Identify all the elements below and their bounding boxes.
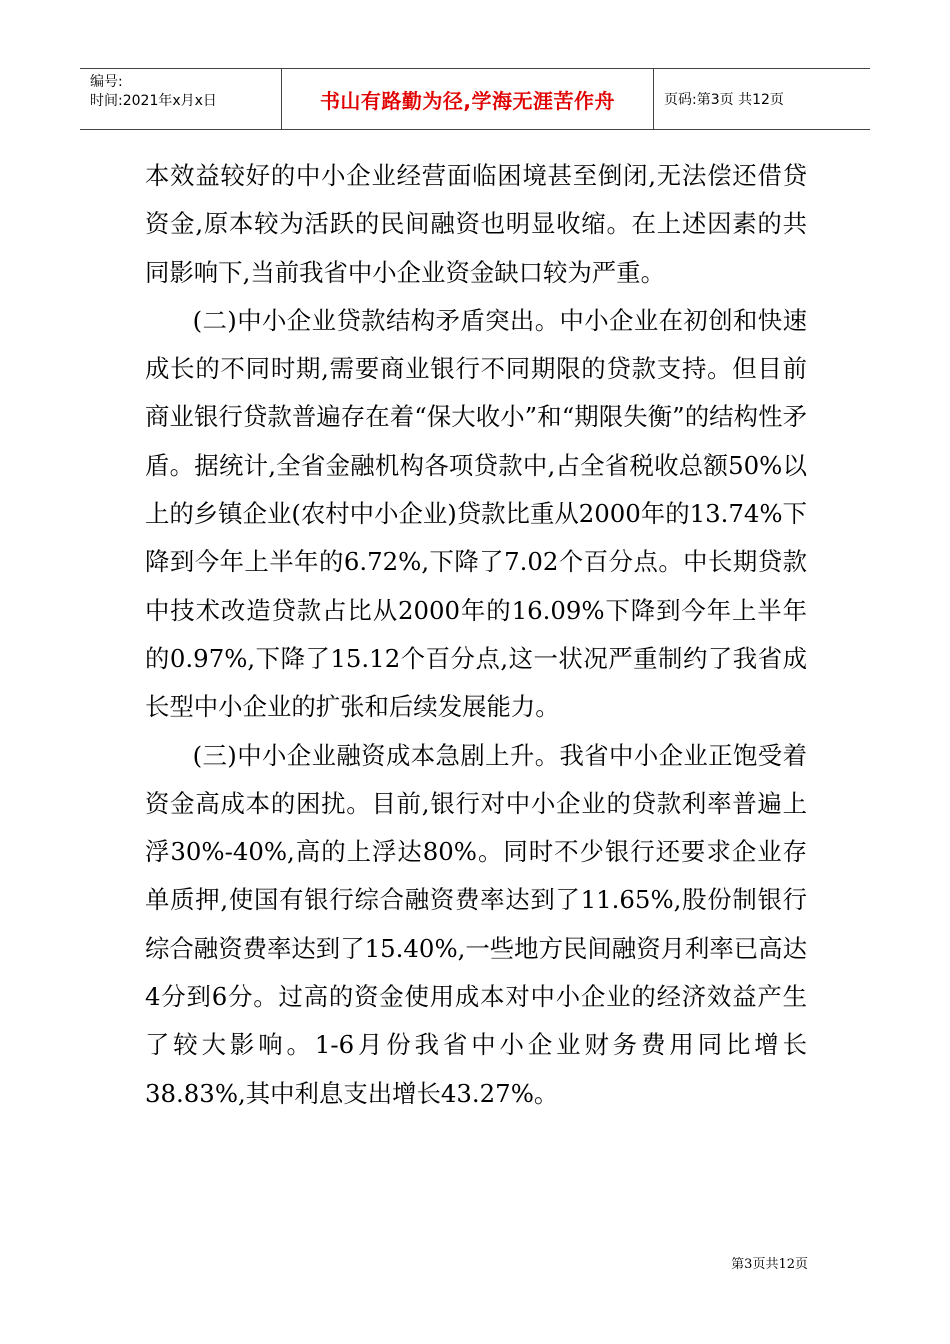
- page-footer: 第3页共12页: [731, 1257, 808, 1272]
- header-meta: [80, 69, 282, 129]
- document-number-label: 编号:: [90, 74, 123, 90]
- page-header: [80, 68, 870, 130]
- header-page-cell: [654, 69, 870, 129]
- header-motto: 书山有路勤为径,学海无涯苦作舟: [319, 88, 616, 113]
- document-date-label: 时间:2021年x月x日: [90, 93, 217, 109]
- header-motto-cell: [282, 69, 654, 129]
- paragraph-continuation: 本效益较好的中小企业经营面临困境甚至倒闭,无法偿还借贷资金,原本较为活跃的民间融资也明显收缩。在上述因素的共同影响下,当前我省中小企业资金缺口较为严重。: [145, 161, 807, 287]
- document-body: [145, 152, 807, 1118]
- paragraph-financing-cost: (三)中小企业融资成本急剧上升。我省中小企业正饱受着资金高成本的困扰。目前,银行对中小企业的贷款利率普遍上浮30%-40%,高的上浮达80%。同时不少银行还要求企业存单质押,使国有银行综合融资费率达到了11.65%,股份制银行综合融资费率达到了15.40%,一些地方民间融资月利率已高达4分到6分。过高的资金使用成本对中小企业的经济效益产生了较大影响。1-6月份我省中小企业财务费用同比增长38.83%,其中利息支出增长43.27%。: [145, 740, 807, 1108]
- header-page-code: 页码:第3页 共12页: [664, 92, 784, 108]
- paragraph-loan-structure: (二)中小企业贷款结构矛盾突出。中小企业在初创和快速成长的不同时期,需要商业银行不同期限的贷款支持。但目前商业银行贷款普遍存在着“保大收小”和“期限失衡”的结构性矛盾。据统计,全省金融机构各项贷款中,占全省税收总额50%以上的乡镇企业(农村中小企业)贷款比重从2000年的13.74%下降到今年上半年的6.72%,下降了7.02个百分点。中长期贷款中技术改造贷款占比从2000年的16.09%下降到今年上半年的0.97%,下降了15.12个百分点,这一状况严重制约了我省成长型中小企业的扩张和后续发展能力。: [145, 305, 807, 722]
